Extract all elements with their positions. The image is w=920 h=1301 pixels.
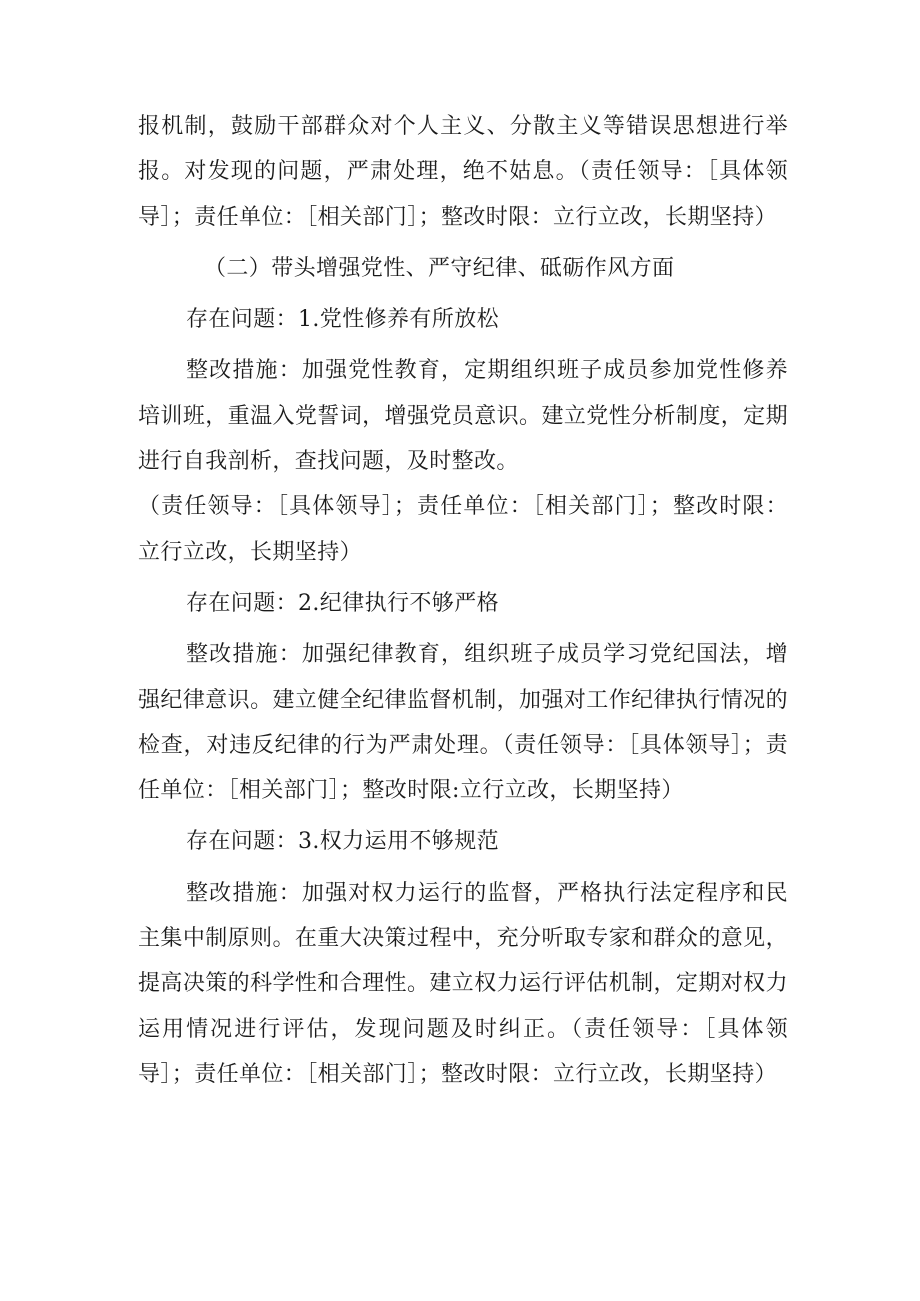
measure-1: 整改措施：加强党性教育，定期组织班子成员参加党性修养培训班，重温入党誓词，增强党员意识。建立党性分析制度，定期进行自我剖析，查找问题，及时整改。: [138, 358, 788, 475]
measure-3: 整改措施：加强对权力运行的监督，严格执行法定程序和民主集中制原则。在重大决策过程中，充分听取专家和群众的意见，提高决策的科学性和合理性。建立权力运行评估机制，定期对权力运用情况进行评估，发现问题及时纠正。（责任领导：［具体领导］；责任单位：［相关部门］；整改时限：立行立改，长期坚持）: [138, 880, 788, 1087]
measure-2: 整改措施：加强纪律教育，组织班子成员学习党纪国法，增强纪律意识。建立健全纪律监督机制，加强对工作纪律执行情况的检查，对违反纪律的行为严肃处理。（责任领导：［具体领导］；责任单位：［相关部门］；整改时限:立行立改，长期坚持）: [138, 642, 788, 804]
paragraph-continuation-report-mechanism: 报机制，鼓励干部群众对个人主义、分散主义等错误思想进行举报。对发现的问题，严肃处理，绝不姑息。（责任领导：［具体领导］；责任单位：［相关部门］；整改时限：立行立改，长期坚持）: [138, 114, 788, 230]
problem-3: 存在问题：3.权力运用不够规范: [186, 829, 499, 855]
document-page: [138, 104, 788, 1097]
problem-1: 存在问题：1.党性修养有所放松: [186, 307, 499, 333]
section-heading-2: （二）带头增强党性、严守纪律、砥砺作风方面: [204, 255, 675, 281]
measure-1-responsibility: （责任领导：［具体领导］；责任单位：［相关部门］；整改时限：立行立改，长期坚持）: [138, 494, 788, 565]
problem-2: 存在问题：2.纪律执行不够严格: [186, 590, 499, 616]
